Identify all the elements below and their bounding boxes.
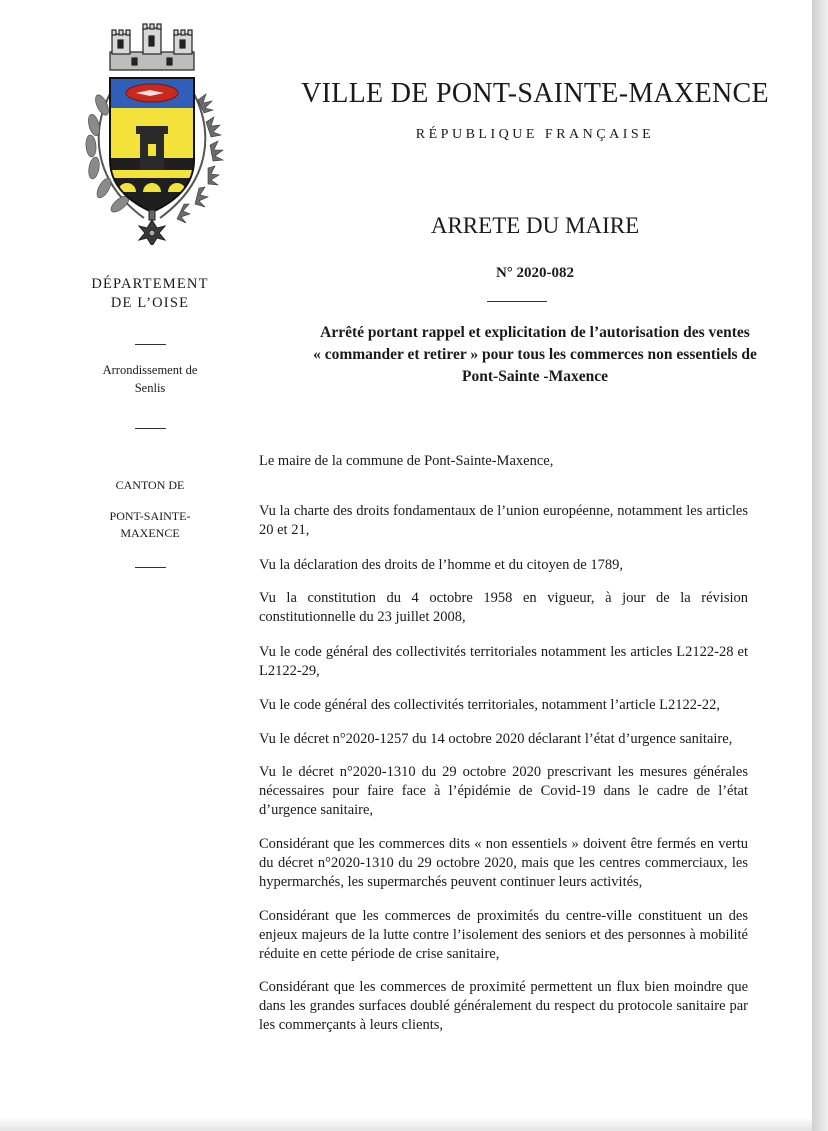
body-paragraph: Vu le code général des collectivités territoriales, notamment l’article L2122-22, [259, 697, 720, 713]
subject-line: Arrêté portant rappel et explicitation de l’autorisation des ventes [320, 324, 750, 341]
decree-title: ARRETE DU MAIRE [430, 213, 640, 238]
department-line: DÉPARTEMENT [91, 276, 209, 292]
coat-of-arms-icon [72, 20, 232, 245]
canton-label: CANTON DE [115, 478, 185, 492]
page-edge-shadow [812, 0, 828, 1131]
arrondissement-line: Senlis [134, 381, 166, 395]
body-paragraph: Considérant que les commerces dits « non essentiels » doivent être fermés en vertu du décret n°2020-1310 du 29 octobre 2020, mais que les centres commerciaux, les hypermarchés, les supermarchés peuvent continuer leurs activités, [259, 836, 748, 890]
canton-name-line: MAXENCE [120, 526, 180, 540]
body-paragraph: Vu la constitution du 4 octobre 1958 en vigueur, à jour de la révision constitutionnelle du 23 juillet 2008, [259, 590, 748, 625]
city-title: VILLE DE PONT-SAINTE-MAXENCE [301, 78, 769, 109]
body-paragraph: Vu la déclaration des droits de l’homme et du citoyen de 1789, [259, 557, 623, 573]
sidebar-divider [135, 344, 166, 345]
sidebar-divider [135, 428, 166, 429]
department-line: DE L’OISE [110, 295, 190, 311]
decree-number: N° 2020-082 [495, 265, 575, 281]
subject-line: « commander et retirer » pour tous les commerces non essentiels de [313, 346, 757, 363]
body-paragraph: Considérant que les commerces de proximités du centre-ville constituent un des enjeux majeurs de la lutte contre l’isolement des seniors et des personnes à mobilité réduite en cette période de crise sanitaire, [259, 908, 748, 962]
number-divider [487, 301, 547, 302]
arrondissement-block [60, 361, 240, 397]
page-bottom-shadow [0, 1118, 812, 1131]
arrondissement-line: Arrondissement de [102, 363, 198, 377]
body-paragraph: Le maire de la commune de Pont-Sainte-Maxence, [259, 453, 554, 469]
canton-name-block [60, 508, 240, 542]
body-paragraph: Considérant que les commerces de proximité permettent un flux bien moindre que dans les grandes surfaces doublé généralement du respect du protocole sanitaire par les commerçants à leurs clients, [259, 979, 748, 1033]
subject-line: Pont-Sainte -Maxence [462, 368, 608, 385]
body-paragraph: Vu le décret n°2020-1257 du 14 octobre 2020 déclarant l’état d’urgence sanitaire, [259, 731, 733, 747]
body-paragraph: Vu le code général des collectivités territoriales notamment les articles L2122-28 et L2122-29, [259, 644, 748, 679]
decree-subject [270, 322, 800, 388]
republic-subtitle: RÉPUBLIQUE FRANÇAISE [415, 127, 655, 142]
body-paragraph: Vu la charte des droits fondamentaux de l’union européenne, notamment les articles 20 et 21, [259, 503, 748, 538]
sidebar-divider [135, 567, 166, 568]
department-block [60, 275, 240, 313]
body-paragraph: Vu le décret n°2020-1310 du 29 octobre 2020 prescrivant les mesures générales nécessaires pour faire face à l’épidémie de Covid-19 dans le cadre de l’état d’urgence sanitaire, [259, 764, 748, 818]
canton-name-line: PONT-SAINTE- [109, 509, 191, 523]
